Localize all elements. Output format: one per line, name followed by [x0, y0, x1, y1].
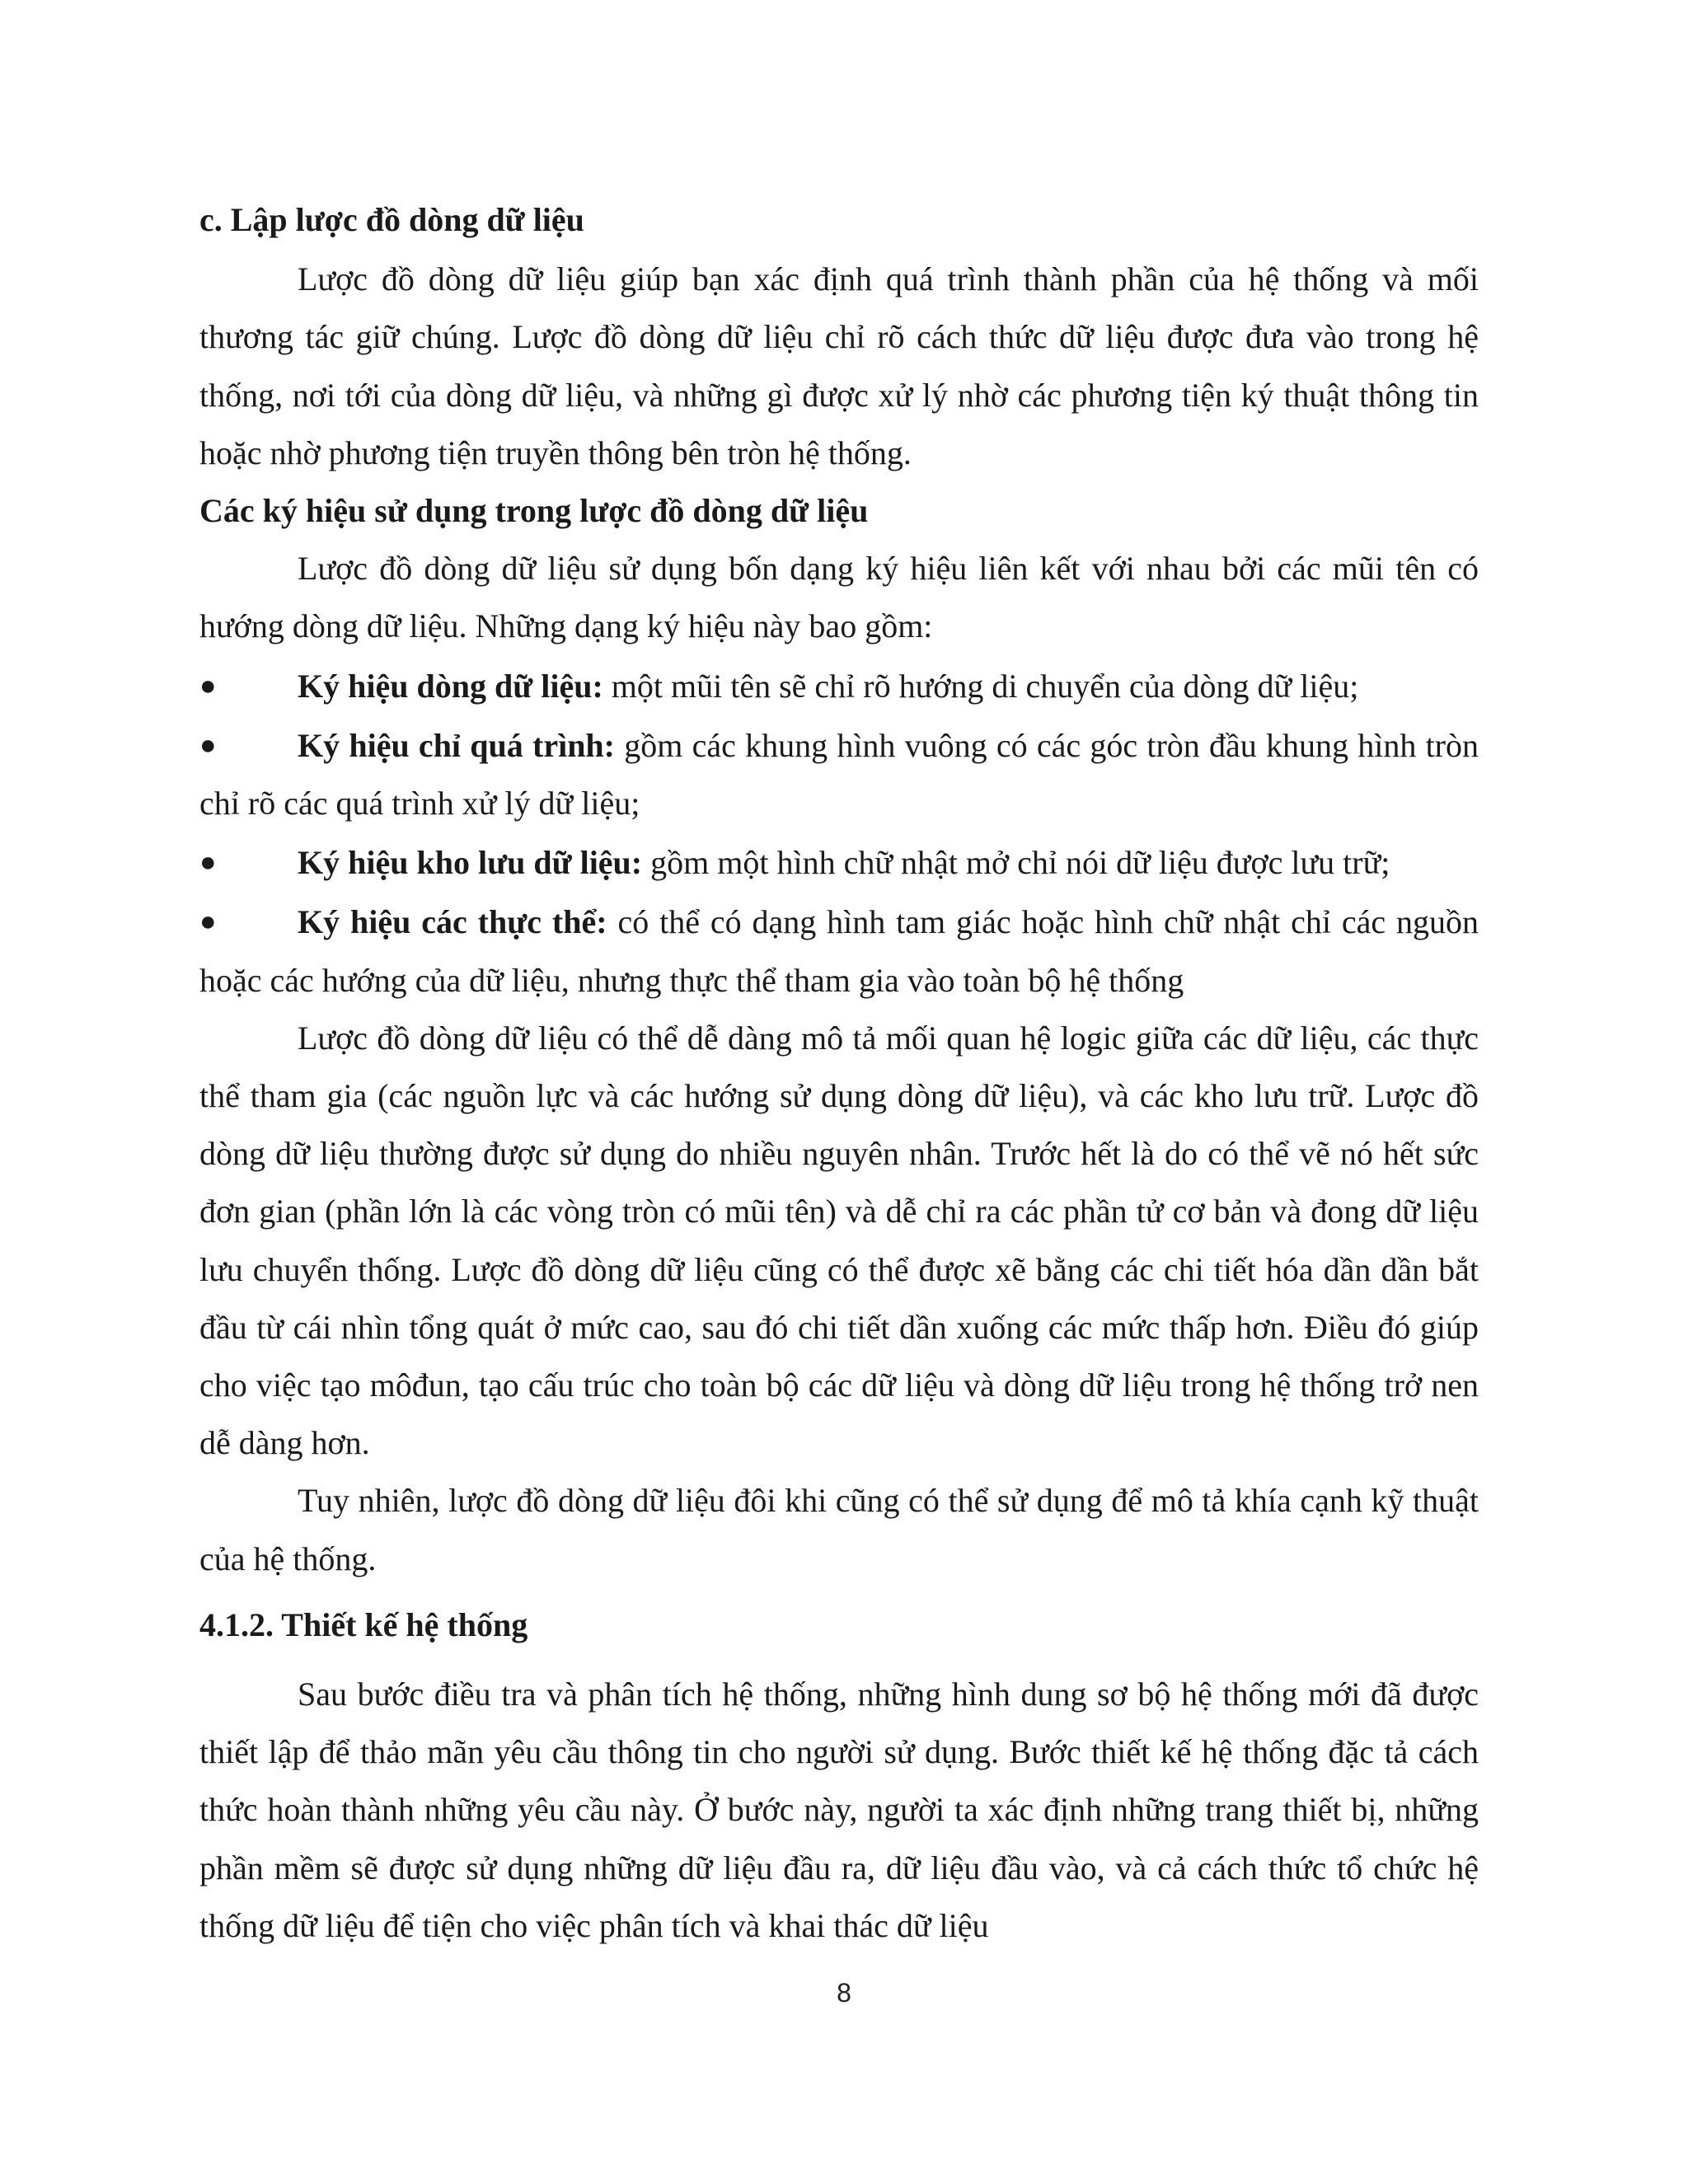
page-number: 8 [837, 1978, 851, 2008]
bullet-text: có thể có dạng hình tam giác hoặc hình chữ nhật chỉ các nguồn hoặc các hướng của dữ liệu, nhưng thực thể tham gia vào toàn bộ hệ thống [199, 903, 1479, 999]
bullet-term: Ký hiệu kho lưu dữ liệu: [298, 844, 643, 882]
paragraph-intro: Lược đồ dòng dữ liệu giúp bạn xác định quá trình thành phần của hệ thống và mối thương tác giữ chúng. Lược đồ dòng dữ liệu chỉ rõ cách thức dữ liệu được đưa vào trong hệ thống, nơi tới của dòng dữ liệu, và những gì được xử lý nhờ các phương tiện ký thuật thông tin hoặc nhờ phương tiện truyền thông bên tròn hệ thống. [199, 260, 1479, 471]
bullet-text: gồm một hình chữ nhật mở chỉ nói dữ liệu được lưu trữ; [642, 844, 1390, 882]
bullet-term: Ký hiệu dòng dữ liệu: [298, 667, 603, 705]
list-item [199, 893, 1479, 1009]
bullet-icon: ● [199, 907, 217, 938]
bullet-term: Ký hiệu các thực thể: [298, 903, 607, 941]
bullet-icon: ● [199, 670, 217, 701]
bullet-text: gồm các khung hình vuông có các góc tròn đầu khung hình tròn chỉ rõ các quá trình xử lý dữ liệu; [199, 726, 1479, 823]
list-item [199, 834, 1479, 892]
list-item [199, 717, 1479, 832]
bullet-text: một mũi tên sẽ chỉ rõ hướng di chuyển của dòng dữ liệu; [603, 667, 1359, 705]
bullet-icon: ● [199, 729, 217, 761]
symbol-list [199, 658, 1479, 1010]
section-heading-c: c. Lập lược đồ dòng dữ liệu [199, 201, 584, 238]
subheading-symbols: Các ký hiệu sử dụng trong lược đồ dòng dữ liệu [199, 492, 869, 530]
paragraph-logic: Lược đồ dòng dữ liệu có thể dễ dàng mô tả mối quan hệ logic giữa các dữ liệu, các thực thể tham gia (các nguồn lực và các hướng sử dụng dòng dữ liệu), và các kho lưu trữ. Lược đồ dòng dữ liệu thường được sử dụng do nhiều nguyên nhân. Trước hết là do có thể vẽ nó hết sức đơn gian (phần lớn là các vòng tròn có mũi tên) và dễ chỉ ra các phần tử cơ bản và đong dữ liệu lưu chuyển thống. Lược đồ dòng dữ liệu cũng có thể được xẽ bằng các chi tiết hóa dần dần bắt đầu từ cái nhìn tổng quát ở mức cao, sau đó chi tiết dần xuống các mức thấp hơn. Điều đó giúp cho việc tạo môđun, tạo cấu trúc cho toàn bộ các dữ liệu và dòng dữ liệu trong hệ thống trở nen dễ dàng hơn. [199, 1019, 1479, 1462]
list-item [199, 658, 1479, 715]
bullet-icon: ● [199, 847, 217, 879]
document-body [199, 191, 1479, 1955]
section-heading-412: 4.1.2. Thiết kế hệ thống [199, 1605, 528, 1643]
paragraph-symbols: Lược đồ dòng dữ liệu sử dụng bốn dạng ký hiệu liên kết với nhau bởi các mũi tên có hướng dòng dữ liệu. Những dạng ký hiệu này bao gồm: [199, 550, 1479, 645]
bullet-term: Ký hiệu chỉ quá trình: [298, 726, 616, 764]
paragraph-however: Tuy nhiên, lược đồ dòng dữ liệu đôi khi cũng có thể sử dụng để mô tả khía cạnh kỹ thuật của hệ thống. [199, 1482, 1479, 1577]
paragraph-design: Sau bước điều tra và phân tích hệ thống, những hình dung sơ bộ hệ thống mới đã được thiết lập để thảo mãn yêu cầu thông tin cho người sử dụng. Bước thiết kế hệ thống đặc tả cách thức hoàn thành những yêu cầu này. Ở bước này, người ta xác định những trang thiết bị, những phần mềm sẽ được sử dụng những dữ liệu đầu ra, dữ liệu đầu vào, và cả cách thức tổ chức hệ thống dữ liệu để tiện cho việc phân tích và khai thác dữ liệu [199, 1675, 1479, 1944]
